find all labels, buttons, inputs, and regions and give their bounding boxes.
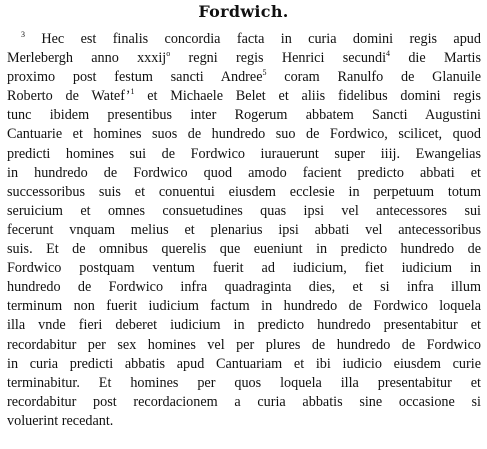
text-line [7, 355, 481, 374]
text-run: Roberto de Watef’ [7, 88, 131, 105]
text-run: voluerint recedant. [7, 412, 114, 429]
text-run: in hundredo de Fordwico quod amodo facient predicto abbati et [7, 164, 481, 181]
text-run: seruicium et omnes consuetudines quas ipsi vel antecessores sui [7, 202, 481, 219]
text-run: fecerunt vnquam melius et plenarius ipsi abbati vel antecessoribus [7, 221, 481, 238]
text-run: terminum non fuerit iudicium factum in hundredo de Fordwico loquela [7, 298, 481, 315]
text-line [7, 202, 481, 221]
footnote-marker: 5 [262, 68, 267, 78]
text-line [7, 259, 481, 278]
text-run: in curia predicti abbatis apud Cantuariam et ibi iudicio eiusdem curie [7, 355, 481, 372]
text-run: Cantuarie et homines suos de hundredo suo de Fordwico, scilicet, quod [7, 126, 481, 143]
text-run: die Martis [390, 50, 481, 67]
text-run: Merlebergh anno xxxij [7, 50, 167, 67]
text-run: recordabitur per sex homines vel per plures de hundredo de Fordwico [7, 336, 481, 353]
footnote-marker: 4 [386, 49, 391, 59]
text-run: terminabitur. Et homines per quos loquela illa presentabitur et [7, 374, 481, 391]
text-run: hundredo de Fordwico infra quadraginta dies, et si infra illum [7, 279, 481, 296]
text-run: illa vnde fieri deberet iudicium in predicto hundredo presentabitur et [7, 317, 481, 334]
body-paragraph [7, 30, 481, 431]
text-run: proximo post festum sancti Andree [7, 69, 263, 86]
text-line [7, 164, 481, 183]
footnote-marker: o [166, 49, 171, 59]
text-run: successoribus suis et conuentui eiusdem ecclesie in perpetuum totum [7, 183, 481, 200]
text-line [7, 393, 481, 412]
text-line [7, 125, 481, 144]
text-run: et Michaele Belet et aliis fidelibus domini regis [134, 88, 481, 105]
text-run: suis. Et de omnibus querelis que eueniunt in predicto hundredo de [7, 241, 481, 258]
text-run: predicti homines sui de Fordwico iurauerunt super iiij. Ewangelias [7, 145, 481, 162]
text-line [7, 106, 481, 125]
text-line [7, 412, 481, 431]
text-line [7, 278, 481, 297]
text-run: Fordwico postquam ventum fuerit ad iudicium, fiet iudicium in [7, 260, 481, 277]
text-line [7, 68, 481, 87]
page-title: Fordwich. [198, 2, 289, 21]
text-line [7, 183, 481, 202]
text-line [7, 336, 481, 355]
text-line [7, 240, 481, 259]
text-run: coram Ranulfo de Glanuile [266, 69, 481, 86]
footnote-marker: 1 [130, 87, 135, 97]
text-line [7, 87, 481, 106]
text-run: recordabitur post recordacionem a curia abbatis sine occasione si [7, 393, 481, 410]
footnote-marker: 3 [21, 30, 25, 39]
text-line [7, 30, 481, 49]
text-line [7, 221, 481, 240]
text-line [7, 316, 481, 335]
text-line [7, 374, 481, 393]
text-line [7, 49, 481, 68]
text-line [7, 297, 481, 316]
text-line [7, 145, 481, 164]
text-run: tunc ibidem presentibus inter Rogerum abbatem Sancti Augustini [7, 107, 481, 124]
text-run: Hec est finalis concordia facta in curia domini regis apud [25, 31, 481, 47]
text-run: regni regis Henrici secundi [170, 50, 387, 67]
